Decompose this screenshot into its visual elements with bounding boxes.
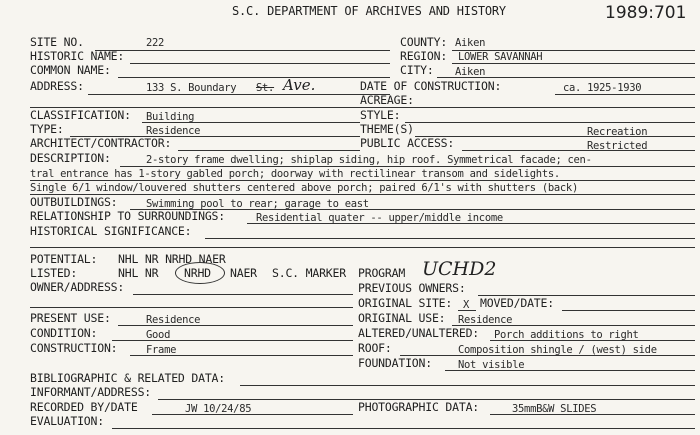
original-site-label: ORIGINAL SITE: [358, 296, 453, 310]
address-label: ADDRESS: [30, 79, 84, 93]
type-label: TYPE: [30, 122, 64, 136]
description-line-3: Single 6/1 window/louvered shutters centered above porch; paired 6/1's with shutters (back) [30, 182, 578, 194]
address-handwritten: Ave. [283, 76, 316, 94]
roof-label: ROOF: [358, 341, 392, 355]
moved-date-label: MOVED/DATE: [480, 296, 554, 310]
recorded-by-label: RECORDED BY/DATE [30, 400, 138, 414]
listed-naer: NAER [230, 266, 257, 280]
style-label: STYLE: [360, 108, 401, 122]
historic-name-label: HISTORIC NAME: [30, 49, 125, 63]
type-value: Residence [146, 125, 201, 137]
listed-nrhd: NRHD [184, 266, 211, 280]
description-line-1: 2-story frame dwelling; shiplap siding, hip roof. Symmetrical facade; cen- [146, 154, 592, 166]
relationship-label: RELATIONSHIP TO SURROUNDINGS: [30, 209, 225, 223]
public-access-value: Restricted [587, 140, 648, 152]
bibliographic-label: BIBLIOGRAPHIC & RELATED DATA: [30, 371, 225, 385]
classification-label: CLASSIFICATION: [30, 108, 131, 122]
themes-value: Recreation [587, 126, 648, 138]
page-title: S.C. DEPARTMENT OF ARCHIVES AND HISTORY [232, 4, 506, 18]
site-no-value: 222 [146, 37, 165, 49]
potential-label: POTENTIAL: [30, 252, 98, 266]
informant-label: INFORMANT/ADDRESS: [30, 385, 152, 399]
common-name-label: COMMON NAME: [30, 63, 111, 77]
evaluation-label: EVALUATION: [30, 414, 104, 428]
date-construction-value: ca. 1925-1930 [563, 82, 642, 94]
listed-label: LISTED: [30, 266, 78, 280]
construction-value: Frame [146, 344, 177, 356]
recorded-by-value: JW 10/24/85 [185, 403, 252, 415]
present-use-label: PRESENT USE: [30, 311, 111, 325]
previous-owners-label: PREVIOUS OWNERS: [358, 281, 466, 295]
outbuildings-label: OUTBUILDINGS: [30, 195, 118, 209]
altered-label: ALTERED/UNALTERED: [358, 326, 480, 340]
classification-value: Building [146, 111, 195, 123]
region-label: REGION: [400, 49, 448, 63]
city-label: CITY: [400, 63, 434, 77]
original-use-value: Residence [458, 314, 513, 326]
address-value: 133 S. Boundary [146, 82, 237, 94]
description-line-2: tral entrance has 1-story gabled porch; doorway with rectilinear transom and sidelights. [30, 168, 560, 180]
acreage-label: ACREAGE: [360, 93, 414, 107]
themes-label: THEME(S) [360, 122, 414, 136]
historical-significance-label: HISTORICAL SIGNIFICANCE: [30, 224, 192, 238]
original-site-mark: X [463, 299, 470, 311]
condition-label: CONDITION: [30, 326, 98, 340]
potential-options: NHL NR NRHD NAER [118, 252, 226, 266]
listed-options: NHL NR [118, 266, 159, 280]
program-label: PROGRAM [358, 266, 406, 280]
sc-marker-label: S.C. MARKER [272, 266, 346, 280]
site-no-label: SITE NO. [30, 35, 84, 49]
nrhd-circle [175, 262, 225, 284]
roof-value: Composition shingle / (west) side [458, 344, 657, 356]
photographic-value: 35mmB&W SLIDES [512, 403, 597, 415]
foundation-value: Not visible [458, 359, 525, 371]
photographic-label: PHOTOGRAPHIC DATA: [358, 400, 480, 414]
city-value: Aiken [455, 66, 486, 78]
owner-address-label: OWNER/ADDRESS: [30, 280, 125, 294]
region-value: LOWER SAVANNAH [458, 51, 543, 63]
date-construction-label: DATE OF CONSTRUCTION: [360, 79, 502, 93]
altered-value: Porch additions to right [494, 329, 639, 341]
present-use-value: Residence [146, 314, 201, 326]
form-number: 1989:701 [605, 3, 687, 23]
county-value: Aiken [455, 37, 486, 49]
program-handwritten: UCHD2 [422, 258, 497, 280]
county-label: COUNTY: [400, 35, 448, 49]
architect-label: ARCHITECT/CONTRACTOR: [30, 136, 172, 150]
construction-label: CONSTRUCTION: [30, 341, 118, 355]
relationship-value: Residential quater -- upper/middle income [256, 212, 503, 224]
public-access-label: PUBLIC ACCESS: [360, 136, 455, 150]
outbuildings-value: Swimming pool to rear; garage to east [146, 198, 369, 210]
condition-value: Good [146, 329, 171, 341]
foundation-label: FOUNDATION: [358, 356, 432, 370]
address-struck: St. [256, 82, 275, 94]
original-use-label: ORIGINAL USE: [358, 311, 446, 325]
description-label: DESCRIPTION: [30, 151, 111, 165]
